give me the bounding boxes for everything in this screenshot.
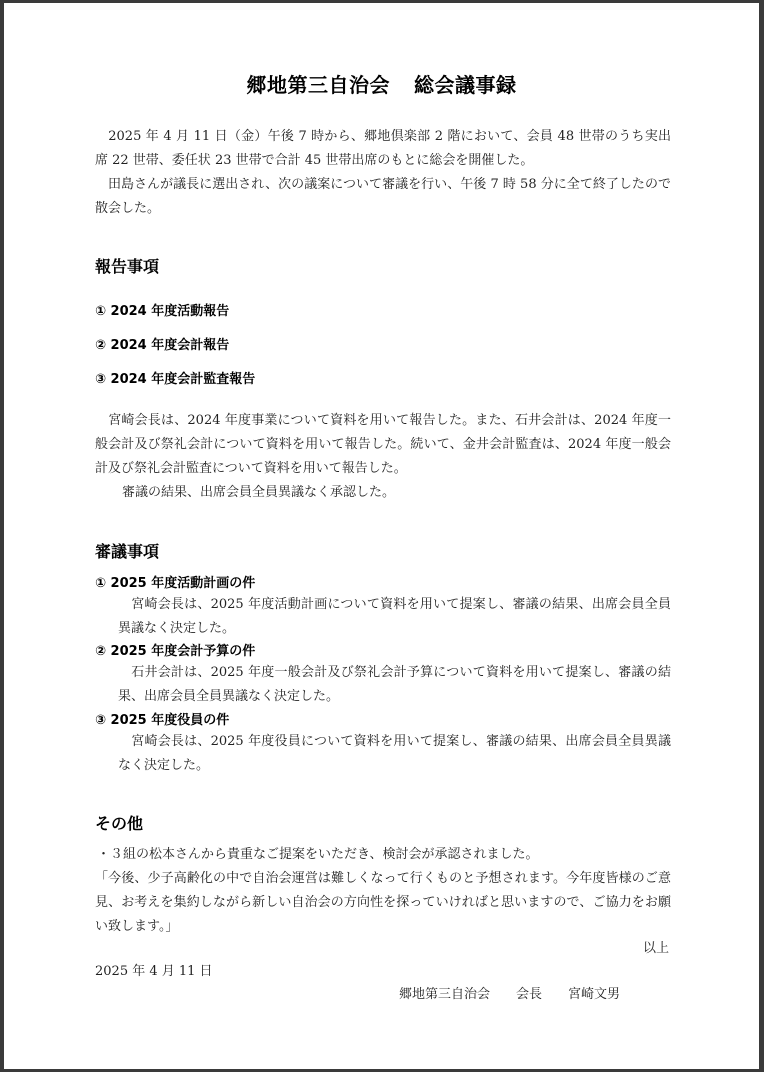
- closing-mark: 以上: [642, 941, 669, 956]
- deliberation-item-2-body: 石井会計は、2025 年度一般会計及び祭礼会計予算について資料を用いて提案し、審議の結果、出席会員全員異議なく決定した。: [118, 665, 671, 704]
- deliberation-item-3-title: ③ 2025 年度役員の件: [95, 713, 230, 728]
- intro-paragraph-1: 2025 年 4 月 11 日（金）午後 7 時から、郷地倶楽部 2 階において、会員 48 世帯のうち実出席 22 世帯、委任状 23 世帯で合計 45 世帯出席のもとに総会を開催した。: [95, 129, 671, 168]
- signature-line: 郷地第三自治会 会長 宮崎文男: [399, 987, 621, 1002]
- report-item-3: ③ 2024 年度会計監査報告: [95, 372, 256, 387]
- reports-summary: 宮崎会長は、2024 年度事業について資料を用いて報告した。また、石井会計は、2024 年度一般会計及び祭礼会計について資料を用いて報告した。続いて、金井会計監査は、2024 年度一般会計及び祭礼会計監査について資料を用いて報告した。: [95, 413, 671, 476]
- reports-heading: 報告事項: [95, 257, 160, 276]
- deliberations-heading: 審議事項: [95, 542, 160, 561]
- reports-result: 審議の結果、出席会員全員異議なく承認した。: [109, 485, 396, 500]
- deliberation-item-2-title: ② 2025 年度会計予算の件: [95, 644, 256, 659]
- other-heading: その他: [95, 814, 144, 833]
- title-organization: 郷地第三自治会: [246, 73, 390, 97]
- deliberation-item-1-title: ① 2025 年度活動計画の件: [95, 576, 256, 591]
- report-item-1: ① 2024 年度活動報告: [95, 304, 230, 319]
- document-date: 2025 年 4 月 11 日: [95, 964, 213, 979]
- report-item-2: ② 2024 年度会計報告: [95, 338, 230, 353]
- deliberation-item-3-body: 宮崎会長は、2025 年度役員について資料を用いて提案し、審議の結果、出席会員全員異議なく決定した。: [118, 734, 671, 773]
- deliberation-item-1-body: 宮崎会長は、2025 年度活動計画について資料を用いて提案し、審議の結果、出席会員全員異議なく決定した。: [118, 597, 671, 636]
- document-title: [4, 69, 759, 98]
- document-page: [4, 3, 759, 1069]
- title-minutes: 総会議事録: [414, 73, 517, 97]
- intro-paragraph-2: 田島さんが議長に選出され、次の議案について審議を行い、午後 7 時 58 分に全て終了したので散会した。: [95, 177, 671, 216]
- other-quote: 「今後、少子高齢化の中で自治会運営は難しくなって行くものと予想されます。今年度皆様のご意見、お考えを集約しながら新しい自治会の方向性を探っていければと思いますので、ご協力をお願い致します。」: [95, 871, 671, 934]
- other-bullet: ・３組の松本さんから貴重なご提案をいただき、検討会が承認されました。: [97, 847, 539, 862]
